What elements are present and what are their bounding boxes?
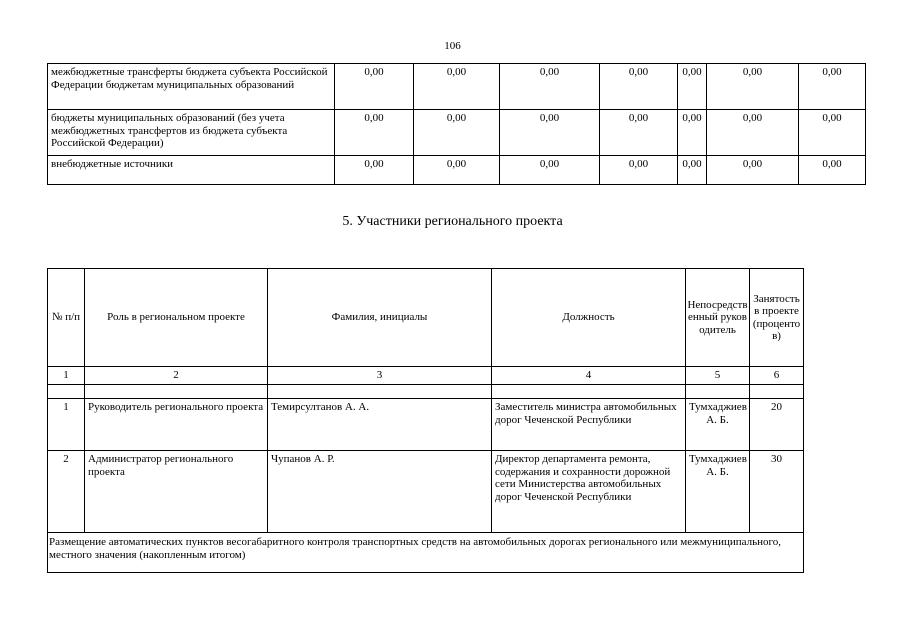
participant-position: Директор департамента ремонта, содержания и сохранности дорожной сети Министерства автомобильных дорог Чеченской Республики (492, 451, 686, 533)
finance-value: 0,00 (799, 156, 866, 185)
finance-row-label: бюджеты муниципальных образований (без учета межбюджетных трансфертов из бюджета субъекта Российской Федерации) (48, 110, 335, 156)
finance-value: 0,00 (799, 110, 866, 156)
column-number: 4 (492, 367, 686, 385)
participant-num: 1 (48, 399, 85, 451)
participant-name: Чупанов А. Р. (268, 451, 492, 533)
finance-value: 0,00 (335, 64, 414, 110)
finance-value: 0,00 (600, 156, 678, 185)
finance-row (48, 64, 866, 110)
participant-name: Темирсултанов А. А. (268, 399, 492, 451)
column-number: 2 (85, 367, 268, 385)
column-number: 3 (268, 367, 492, 385)
participant-role: Руководитель регионального проекта (85, 399, 268, 451)
finance-row (48, 156, 866, 185)
finance-value: 0,00 (500, 64, 600, 110)
finance-value: 0,00 (678, 156, 707, 185)
finance-value: 0,00 (600, 64, 678, 110)
finance-row (48, 110, 866, 156)
participant-num: 2 (48, 451, 85, 533)
participant-row (48, 399, 804, 451)
finance-value: 0,00 (500, 110, 600, 156)
finance-value: 0,00 (414, 156, 500, 185)
section-title: 5. Участники регионального проекта (342, 214, 563, 229)
finance-value: 0,00 (707, 64, 799, 110)
header-employment: Занятость в проекте (процентов) (750, 269, 804, 367)
column-number: 1 (48, 367, 85, 385)
finance-value: 0,00 (707, 110, 799, 156)
participant-row (48, 451, 804, 533)
participant-employment: 30 (750, 451, 804, 533)
finance-row-label: внебюджетные источники (48, 156, 335, 185)
finance-value: 0,00 (414, 64, 500, 110)
header-role: Роль в региональном проекте (85, 269, 268, 367)
finance-row-label: межбюджетные трансферты бюджета субъекта Российской Федерации бюджетам муниципальных образований (48, 64, 335, 110)
participant-role: Администратор регионального проекта (85, 451, 268, 533)
finance-table (47, 63, 866, 185)
finance-value: 0,00 (500, 156, 600, 185)
finance-value: 0,00 (707, 156, 799, 185)
header-name: Фамилия, инициалы (268, 269, 492, 367)
finance-value: 0,00 (335, 110, 414, 156)
participants-header-row (48, 269, 804, 367)
finance-value: 0,00 (678, 110, 707, 156)
finance-value: 0,00 (335, 156, 414, 185)
finance-value: 0,00 (799, 64, 866, 110)
finance-value: 0,00 (600, 110, 678, 156)
participant-manager: Тумхаджиев А. Б. (686, 451, 750, 533)
header-position: Должность (492, 269, 686, 367)
participant-position: Заместитель министра автомобильных дорог Чеченской Республики (492, 399, 686, 451)
participants-table (47, 268, 804, 573)
header-manager: Непосредственный руководитель (686, 269, 750, 367)
participant-employment: 20 (750, 399, 804, 451)
finance-value: 0,00 (678, 64, 707, 110)
column-numbers-row (48, 367, 804, 385)
finance-value: 0,00 (414, 110, 500, 156)
footer-row (48, 533, 804, 573)
participant-manager: Тумхаджиев А. Б. (686, 399, 750, 451)
column-number: 6 (750, 367, 804, 385)
spacer-row (48, 385, 804, 399)
column-number: 5 (686, 367, 750, 385)
footer-text: Размещение автоматических пунктов весогабаритного контроля транспортных средств на автомобильных дорогах регионального или межмуниципального, местного значения (накопленным итогом) (48, 533, 804, 573)
page-number: 106 (444, 40, 461, 52)
header-num: № п/п (48, 269, 85, 367)
